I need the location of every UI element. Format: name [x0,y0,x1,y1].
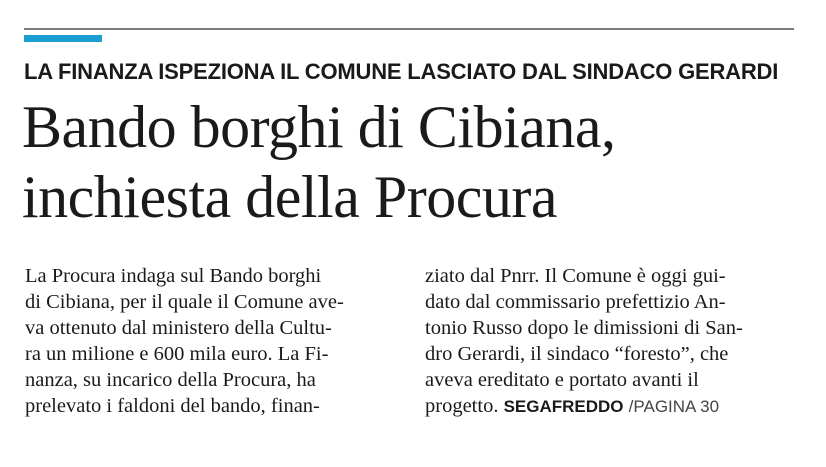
article-column-2 [425,263,797,420]
body-line: dro Gerardi, il sindaco “foresto”, che [425,343,729,365]
kicker: LA FINANZA ISPEZIONA IL COMUNE LASCIATO DAL SINDACO GERARDI [24,59,779,84]
body-line: va ottenuto dal ministero della Cultu- [25,317,332,339]
author-byline: SEGAFREDDO [503,397,624,416]
body-line: tonio Russo dopo le dimissioni di San- [425,317,743,339]
article-column-1 [25,263,395,419]
section-accent-bar [24,35,102,42]
top-rule [24,28,794,30]
body-line: aveva ereditato e portato avanti il [425,369,699,391]
headline-line-1: Bando borghi di Cibiana, [22,94,616,160]
body-line: ziato dal Pnrr. Il Comune è oggi gui- [425,265,726,287]
byline-separator: / [628,397,634,416]
body-line: prelevato i faldoni del bando, finan- [25,395,320,417]
page-reference-link[interactable]: PAGINA 30 [633,397,720,416]
body-line: nanza, su incarico della Procura, ha [25,369,316,391]
body-last-line [425,393,797,420]
body-line: di Cibiana, per il quale il Comune ave- [25,291,344,313]
body-line-text: progetto. [425,395,499,417]
headline-line-2: inchiesta della Procura [22,164,557,230]
body-line: dato dal commissario prefettizio An- [425,291,726,313]
body-line: La Procura indaga sul Bando borghi [25,265,322,287]
body-line: ra un milione e 600 mila euro. La Fi- [25,343,329,365]
headline [22,92,616,232]
